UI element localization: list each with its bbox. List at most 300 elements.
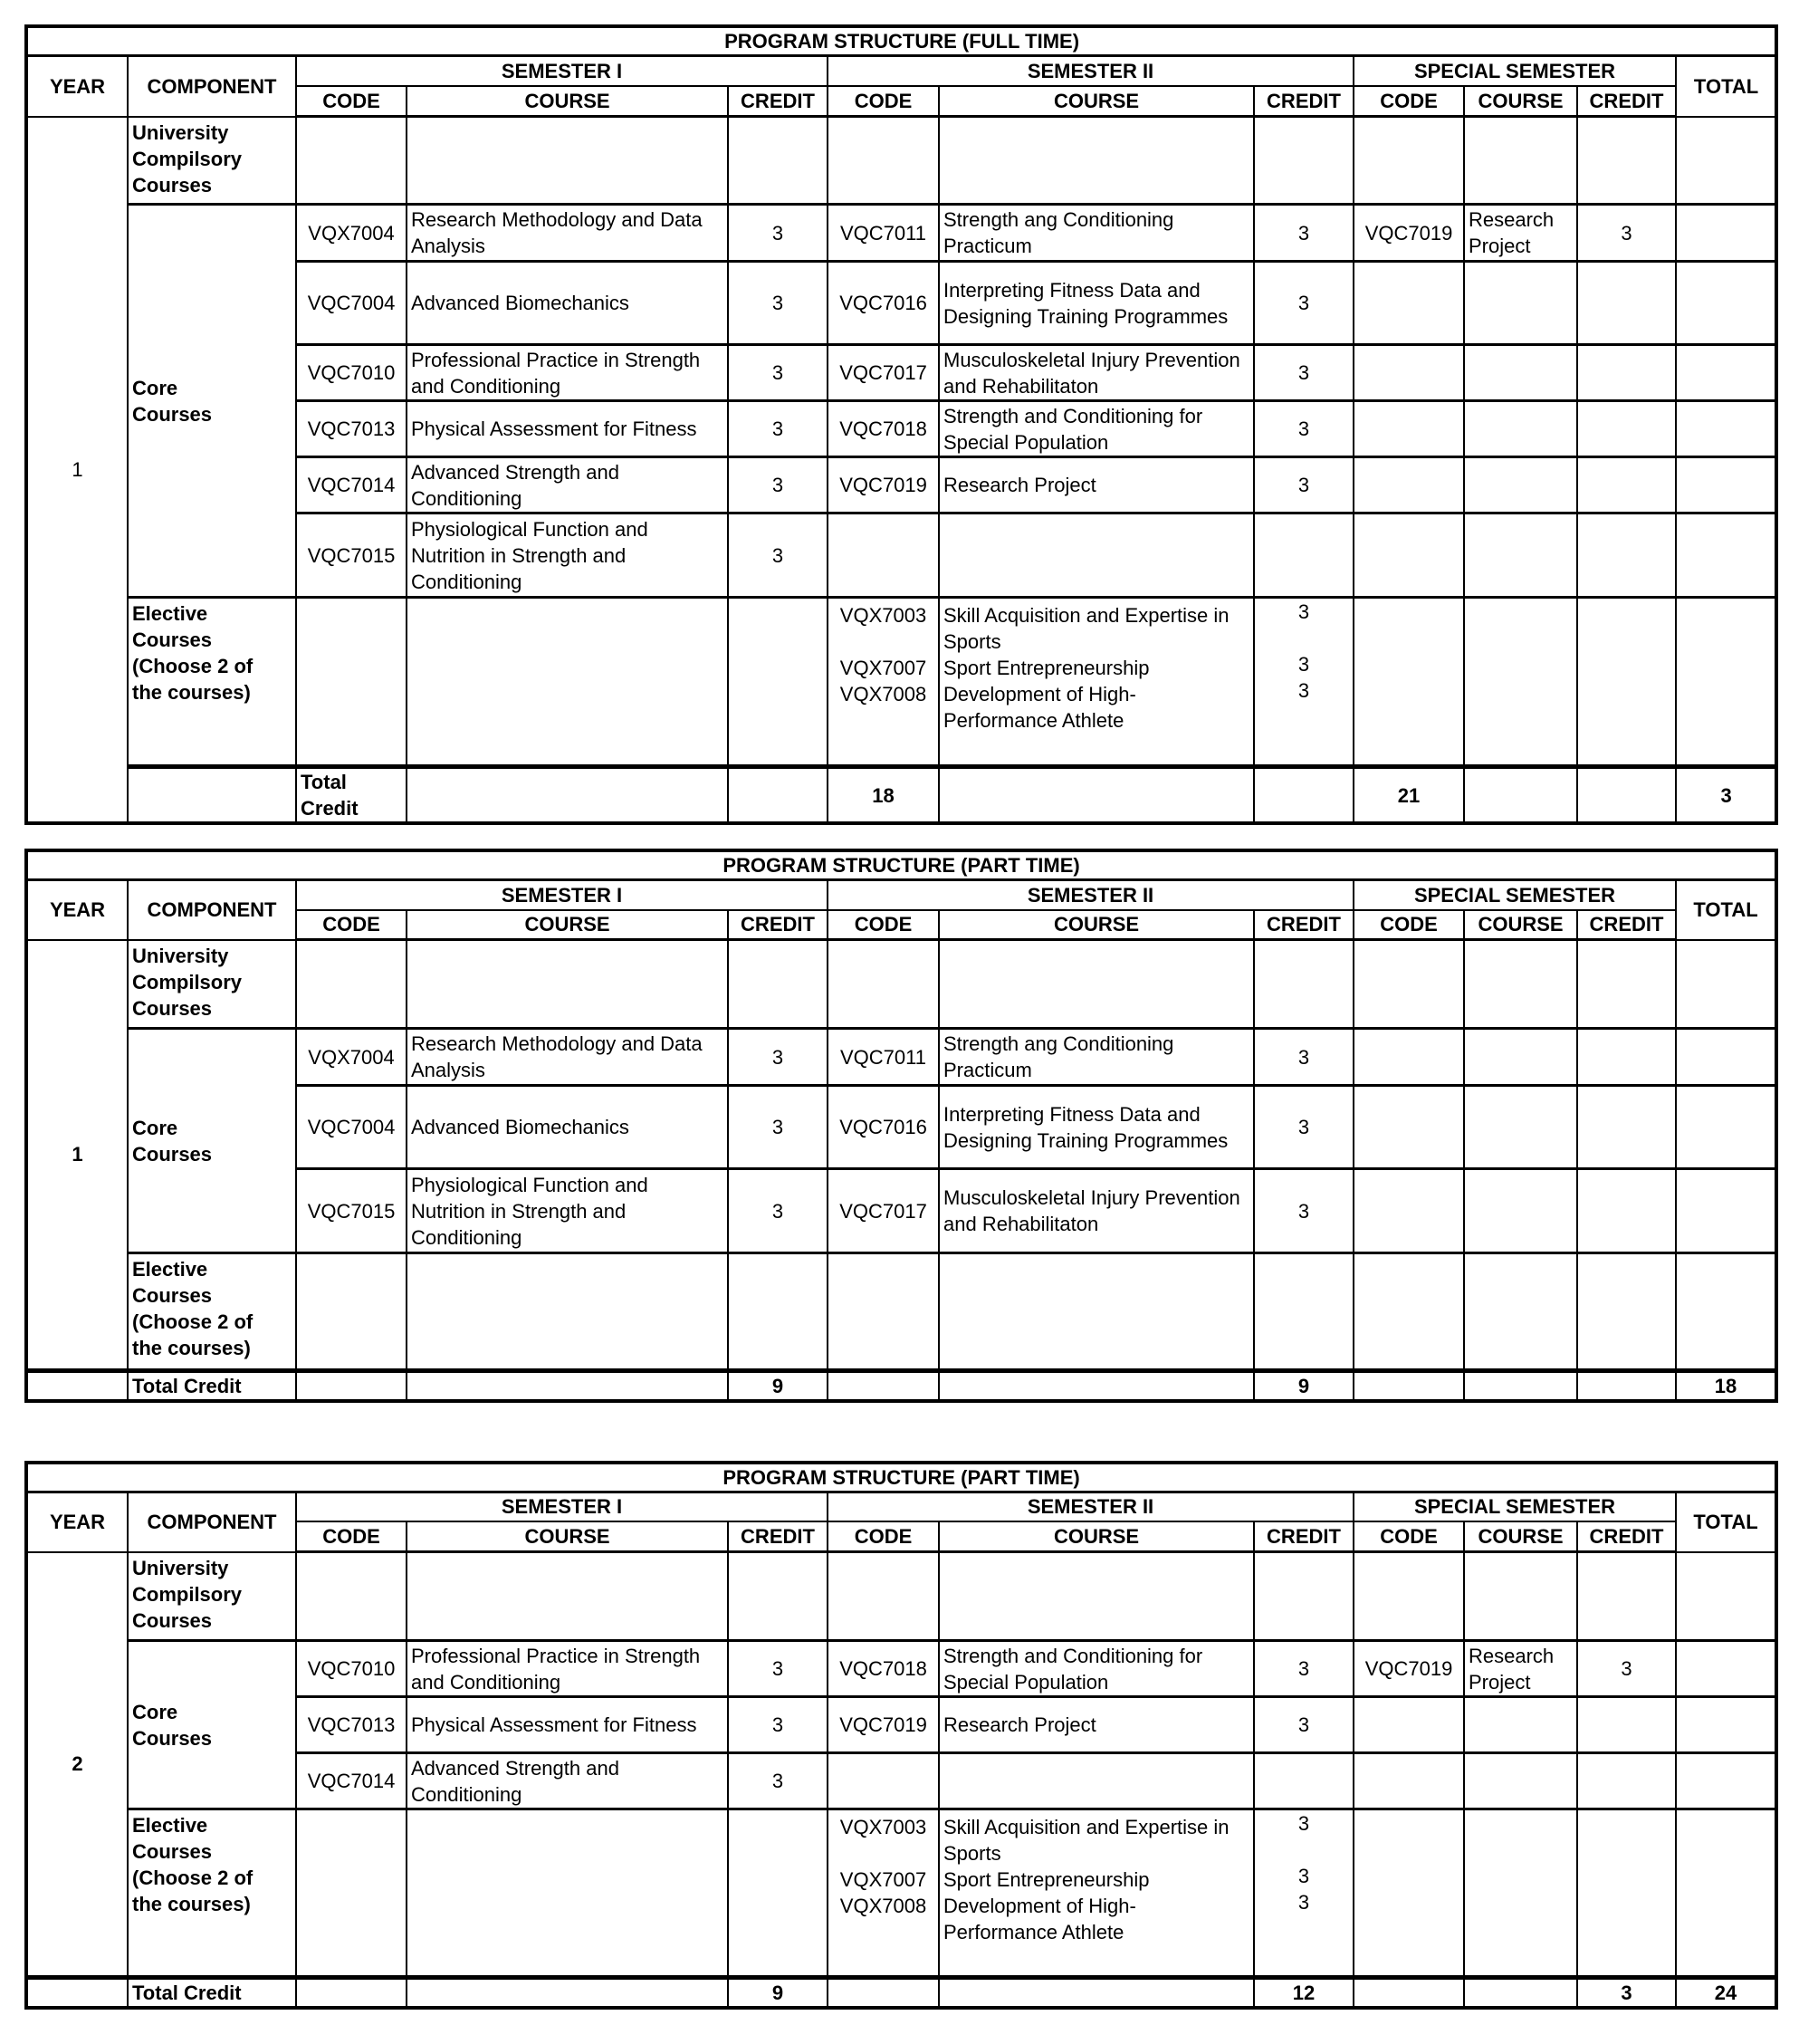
empty-cell: [1254, 767, 1354, 824]
elective-credit: 3: [1297, 600, 1310, 623]
empty-cell: [1464, 1253, 1577, 1371]
empty-cell: [296, 598, 407, 767]
empty-cell: [1577, 262, 1676, 345]
empty-cell: [1577, 1253, 1676, 1371]
empty-cell: [407, 1253, 728, 1371]
empty-cell: [1354, 1809, 1464, 1978]
total-credit-label: Total Credit: [296, 767, 407, 824]
empty-cell: [1464, 457, 1577, 513]
header-total: TOTAL: [1676, 1492, 1776, 1552]
elective-code: VQX7007: [839, 657, 927, 679]
empty-cell: [1354, 262, 1464, 345]
elective-credit: 3: [1297, 679, 1310, 702]
empty-cell: [1354, 1169, 1464, 1253]
empty-cell: [1676, 940, 1776, 1029]
s2-course: Research Project: [939, 1697, 1254, 1753]
table-row: [26, 205, 1776, 262]
empty-cell: [1577, 117, 1676, 205]
s1-course: Professional Practice in Strength and Conditioning: [407, 345, 728, 401]
header-total: TOTAL: [1676, 56, 1776, 117]
s1-course: Physiological Function and Nutrition in Strength and Conditioning: [407, 1169, 728, 1253]
header-s2-code: CODE: [828, 86, 939, 117]
component-core: [128, 205, 296, 598]
header-s1-credit: CREDIT: [728, 86, 828, 117]
empty-cell: [1676, 513, 1776, 598]
header-semester-1: SEMESTER I: [296, 56, 828, 86]
component-label: Courses: [132, 173, 213, 197]
empty-cell: [939, 1253, 1254, 1371]
component-label: Core: [132, 1116, 178, 1139]
header-ss-credit: CREDIT: [1577, 910, 1676, 940]
header-s2-credit: CREDIT: [1254, 86, 1354, 117]
year-cell: 1: [26, 117, 128, 824]
elective-code: VQX7008: [839, 1895, 927, 1917]
empty-cell: [1464, 940, 1577, 1029]
table-row-elective: [26, 1809, 1776, 1978]
empty-cell: [1464, 598, 1577, 767]
empty-cell: [407, 1978, 728, 2009]
header-s1-code: CODE: [296, 1521, 407, 1552]
header-year: YEAR: [26, 1492, 128, 1552]
header-s2-credit: CREDIT: [1254, 910, 1354, 940]
empty-cell: [407, 940, 728, 1029]
empty-cell: [407, 1371, 728, 1402]
empty-cell: [1577, 1697, 1676, 1753]
table-row-elective: [26, 1253, 1776, 1371]
empty-cell: [1577, 345, 1676, 401]
empty-cell: [828, 1371, 939, 1402]
component-label: Elective: [132, 1258, 208, 1281]
elective-code: VQX7008: [839, 683, 927, 705]
component-label: Courses: [132, 1840, 213, 1863]
ss-code: VQC7019: [1354, 205, 1464, 262]
s2-total: 21: [1354, 767, 1464, 824]
component-label: Courses: [132, 1726, 213, 1750]
s1-total: 9: [728, 1371, 828, 1402]
component-label: Courses: [132, 402, 213, 426]
component-label: Elective: [132, 602, 208, 625]
s1-code: VQC7004: [296, 1086, 407, 1169]
empty-cell: [1464, 1371, 1577, 1402]
s1-course: Advanced Strength and Conditioning: [407, 1753, 728, 1809]
s1-code: VQC7010: [296, 345, 407, 401]
header-special-semester: SPECIAL SEMESTER: [1354, 880, 1676, 910]
empty-cell: [26, 1371, 128, 1402]
component-label: Compilsory: [132, 970, 243, 993]
empty-cell: [1676, 1086, 1776, 1169]
component-label: Elective: [132, 1814, 208, 1837]
component-label: University: [132, 120, 229, 144]
ss-total: 3: [1676, 767, 1776, 824]
empty-cell: [728, 767, 828, 824]
empty-cell: [828, 513, 939, 598]
empty-cell: [939, 1753, 1254, 1809]
empty-cell: [1464, 1029, 1577, 1086]
s1-course: Advanced Strength and Conditioning: [407, 457, 728, 513]
empty-cell: [1577, 1809, 1676, 1978]
empty-cell: [1577, 767, 1676, 824]
s2-course: Strength ang Conditioning Practicum: [939, 205, 1254, 262]
s2-course: Strength and Conditioning for Special Population: [939, 401, 1254, 457]
s1-course: Research Methodology and Data Analysis: [407, 1029, 728, 1086]
s2-credit: 3: [1254, 1169, 1354, 1253]
empty-cell: [407, 767, 728, 824]
empty-cell: [728, 1809, 828, 1978]
elective-codes: [828, 1809, 939, 1978]
empty-cell: [1354, 1552, 1464, 1641]
empty-cell: [1254, 117, 1354, 205]
s1-credit: 3: [728, 262, 828, 345]
header-special-semester: SPECIAL SEMESTER: [1354, 56, 1676, 86]
s2-credit: 3: [1254, 262, 1354, 345]
s1-course: Physical Assessment for Fitness: [407, 401, 728, 457]
s1-code: VQC7015: [296, 1169, 407, 1253]
empty-cell: [1464, 1169, 1577, 1253]
s1-course: Research Methodology and Data Analysis: [407, 205, 728, 262]
empty-cell: [1676, 1552, 1776, 1641]
s1-credit: 3: [728, 1753, 828, 1809]
s1-code: VQC7014: [296, 457, 407, 513]
empty-cell: [1676, 1029, 1776, 1086]
header-ss-credit: CREDIT: [1577, 86, 1676, 117]
component-label: the courses): [132, 1337, 251, 1359]
s2-code: VQC7019: [828, 1697, 939, 1753]
total-credit-row: [26, 767, 1776, 824]
s1-course: Physical Assessment for Fitness: [407, 1697, 728, 1753]
component-core: [128, 1029, 296, 1253]
component-label: (Choose 2 of: [132, 655, 254, 677]
s2-code: VQC7011: [828, 1029, 939, 1086]
s1-credit: 3: [728, 457, 828, 513]
s1-credit: 3: [728, 1029, 828, 1086]
header-ss-course: COURSE: [1464, 910, 1577, 940]
empty-cell: [1354, 1978, 1464, 2009]
s1-code: VQC7004: [296, 262, 407, 345]
s2-code: VQC7017: [828, 345, 939, 401]
ss-code: VQC7019: [1354, 1641, 1464, 1697]
header-ss-credit: CREDIT: [1577, 1521, 1676, 1552]
s2-credit: 3: [1254, 1086, 1354, 1169]
header-year: YEAR: [26, 880, 128, 940]
s1-code: VQC7013: [296, 401, 407, 457]
header-semester-2: SEMESTER II: [828, 56, 1354, 86]
empty-cell: [939, 513, 1254, 598]
header-s2-course: COURSE: [939, 910, 1254, 940]
component-label: Courses: [132, 1142, 213, 1166]
header-s1-code: CODE: [296, 86, 407, 117]
empty-cell: [407, 117, 728, 205]
s1-code: VQC7015: [296, 513, 407, 598]
empty-cell: [1354, 1697, 1464, 1753]
elective-course: Development of High-Performance Athlete: [943, 683, 1136, 732]
empty-cell: [939, 767, 1254, 824]
ss-credit: 3: [1577, 205, 1676, 262]
empty-cell: [1354, 117, 1464, 205]
elective-course: Skill Acquisition and Expertise in Sports: [943, 604, 1230, 653]
elective-code: VQX7003: [839, 1816, 927, 1838]
empty-cell: [939, 940, 1254, 1029]
elective-course: Sport Entrepreneurship: [943, 1868, 1150, 1891]
s1-total: 18: [828, 767, 939, 824]
s2-code: VQC7017: [828, 1169, 939, 1253]
empty-cell: [1577, 1552, 1676, 1641]
program-structure-part-time-year1-table: [24, 849, 1778, 1403]
component-university-compulsory: [128, 940, 296, 1029]
component-elective: [128, 598, 296, 767]
table-row-elective: [26, 598, 1776, 767]
empty-cell: [296, 117, 407, 205]
s1-course: Advanced Biomechanics: [407, 262, 728, 345]
header-s1-credit: CREDIT: [728, 910, 828, 940]
s2-total: 12: [1254, 1978, 1354, 2009]
s1-code: VQC7010: [296, 1641, 407, 1697]
empty-cell: [1464, 1552, 1577, 1641]
empty-cell: [939, 1978, 1254, 2009]
empty-cell: [1464, 117, 1577, 205]
empty-cell: [1676, 457, 1776, 513]
empty-cell: [296, 1978, 407, 2009]
elective-code: VQX7007: [839, 1868, 927, 1891]
table-title: PROGRAM STRUCTURE (FULL TIME): [26, 26, 1776, 56]
empty-cell: [1354, 457, 1464, 513]
s1-credit: 3: [728, 205, 828, 262]
ss-total: [1577, 1371, 1676, 1402]
component-label: Compilsory: [132, 147, 243, 170]
component-label: Courses: [132, 1284, 213, 1307]
empty-cell: [728, 117, 828, 205]
empty-cell: [1676, 1697, 1776, 1753]
elective-credits: [1254, 1809, 1354, 1978]
s1-credit: 3: [728, 1697, 828, 1753]
empty-cell: [828, 1552, 939, 1641]
empty-cell: [1676, 117, 1776, 205]
empty-cell: [939, 1552, 1254, 1641]
total-credit-row: [26, 1371, 1776, 1402]
s1-credit: 3: [728, 1641, 828, 1697]
header-semester-2: SEMESTER II: [828, 880, 1354, 910]
s2-course: Research Project: [939, 457, 1254, 513]
empty-cell: [1354, 1253, 1464, 1371]
s1-credit: 3: [728, 1086, 828, 1169]
empty-cell: [1354, 401, 1464, 457]
empty-cell: [1464, 1753, 1577, 1809]
component-university-compulsory: [128, 117, 296, 205]
component-label: Courses: [132, 1608, 213, 1632]
empty-cell: [1676, 401, 1776, 457]
total-credit-row: [26, 1978, 1776, 2009]
header-semester-1: SEMESTER I: [296, 1492, 828, 1521]
s1-course: Professional Practice in Strength and Conditioning: [407, 1641, 728, 1697]
s1-total: 9: [728, 1978, 828, 2009]
header-s1-course: COURSE: [407, 910, 728, 940]
component-label: University: [132, 1556, 229, 1579]
empty-cell: [1676, 1169, 1776, 1253]
s2-code: VQC7019: [828, 457, 939, 513]
component-elective: [128, 1809, 296, 1978]
component-label: Courses: [132, 629, 213, 651]
component-label: Core: [132, 1700, 178, 1723]
s2-credit: 3: [1254, 205, 1354, 262]
empty-cell: [26, 1978, 128, 2009]
empty-cell: [407, 1809, 728, 1978]
s2-course: Interpreting Fitness Data and Designing Training Programmes: [939, 1086, 1254, 1169]
year-cell: 2: [26, 1552, 128, 1978]
s1-credit: 3: [728, 401, 828, 457]
empty-cell: [1577, 1753, 1676, 1809]
header-s1-course: COURSE: [407, 86, 728, 117]
empty-cell: [1354, 1371, 1464, 1402]
table-title: PROGRAM STRUCTURE (PART TIME): [26, 850, 1776, 880]
elective-credit: 3: [1297, 1891, 1310, 1914]
header-ss-course: COURSE: [1464, 1521, 1577, 1552]
empty-cell: [1464, 1086, 1577, 1169]
s2-course: Interpreting Fitness Data and Designing Training Programmes: [939, 262, 1254, 345]
component-label: Compilsory: [132, 1582, 243, 1606]
header-s2-course: COURSE: [939, 86, 1254, 117]
empty-cell: [1577, 1086, 1676, 1169]
component-label: the courses): [132, 1893, 251, 1915]
empty-cell: [728, 940, 828, 1029]
component-label: (Choose 2 of: [132, 1310, 254, 1333]
header-s2-course: COURSE: [939, 1521, 1254, 1552]
header-s2-credit: CREDIT: [1254, 1521, 1354, 1552]
empty-cell: [1676, 1809, 1776, 1978]
s1-credit: 3: [728, 1169, 828, 1253]
header-ss-code: CODE: [1354, 910, 1464, 940]
empty-cell: [828, 117, 939, 205]
grand-total: 24: [1676, 1978, 1776, 2009]
elective-codes: [828, 598, 939, 767]
empty-cell: [828, 1253, 939, 1371]
table-row: [26, 1641, 1776, 1697]
s2-credit: 3: [1254, 1641, 1354, 1697]
ss-total: 3: [1577, 1978, 1676, 2009]
total-credit-label: Total Credit: [128, 1978, 296, 2009]
s1-course: Physiological Function and Nutrition in Strength and Conditioning: [407, 513, 728, 598]
empty-cell: [1464, 1809, 1577, 1978]
empty-cell: [1254, 1753, 1354, 1809]
header-component: COMPONENT: [128, 1492, 296, 1552]
component-label: Courses: [132, 996, 213, 1020]
empty-cell: [939, 1371, 1254, 1402]
s1-code: VQX7004: [296, 205, 407, 262]
empty-cell: [296, 1809, 407, 1978]
total-cell: [1676, 1641, 1776, 1697]
empty-cell: [1464, 345, 1577, 401]
empty-cell: [1577, 940, 1676, 1029]
elective-course: Skill Acquisition and Expertise in Sports: [943, 1816, 1230, 1865]
empty-cell: [1577, 598, 1676, 767]
empty-cell: [1354, 940, 1464, 1029]
empty-cell: [1577, 401, 1676, 457]
s2-code: VQC7018: [828, 1641, 939, 1697]
s2-code: VQC7016: [828, 1086, 939, 1169]
elective-credits: [1254, 598, 1354, 767]
empty-cell: [828, 1978, 939, 2009]
header-component: COMPONENT: [128, 880, 296, 940]
empty-cell: [1676, 1753, 1776, 1809]
s2-course: Musculoskeletal Injury Prevention and Rehabilitaton: [939, 1169, 1254, 1253]
empty-cell: [296, 1552, 407, 1641]
header-ss-code: CODE: [1354, 1521, 1464, 1552]
empty-cell: [828, 1753, 939, 1809]
elective-course: Development of High-Performance Athlete: [943, 1895, 1136, 1943]
empty-cell: [1354, 1086, 1464, 1169]
empty-cell: [728, 1253, 828, 1371]
component-label: University: [132, 944, 229, 967]
empty-cell: [1676, 262, 1776, 345]
elective-credit: 3: [1297, 1812, 1310, 1835]
empty-cell: [1676, 598, 1776, 767]
s1-credit: 3: [728, 345, 828, 401]
empty-cell: [1254, 1253, 1354, 1371]
header-ss-course: COURSE: [1464, 86, 1577, 117]
empty-cell: [1254, 1552, 1354, 1641]
elective-credit: 3: [1297, 1865, 1310, 1887]
empty-cell: [1577, 1029, 1676, 1086]
ss-course: Research Project: [1464, 205, 1577, 262]
year-cell: 1: [26, 940, 128, 1371]
empty-cell: [1354, 598, 1464, 767]
elective-course: Sport Entrepreneurship: [943, 657, 1150, 679]
table-title: PROGRAM STRUCTURE (PART TIME): [26, 1463, 1776, 1492]
empty-cell: [296, 1253, 407, 1371]
empty-cell: [1464, 401, 1577, 457]
s2-course: Strength ang Conditioning Practicum: [939, 1029, 1254, 1086]
s2-credit: 3: [1254, 345, 1354, 401]
empty-cell: [1254, 940, 1354, 1029]
empty-cell: [128, 767, 296, 824]
empty-cell: [1464, 767, 1577, 824]
empty-cell: [1577, 457, 1676, 513]
elective-code: VQX7003: [839, 604, 927, 627]
component-core: [128, 1641, 296, 1809]
empty-cell: [1464, 1697, 1577, 1753]
elective-courses: [939, 1809, 1254, 1978]
header-s2-code: CODE: [828, 910, 939, 940]
empty-cell: [1577, 1169, 1676, 1253]
header-semester-2: SEMESTER II: [828, 1492, 1354, 1521]
empty-cell: [407, 1552, 728, 1641]
s2-code: VQC7011: [828, 205, 939, 262]
empty-cell: [1464, 262, 1577, 345]
grand-total: 18: [1676, 1371, 1776, 1402]
s1-credit: 3: [728, 513, 828, 598]
s2-course: Strength and Conditioning for Special Population: [939, 1641, 1254, 1697]
elective-courses: [939, 598, 1254, 767]
ss-course: Research Project: [1464, 1641, 1577, 1697]
header-component: COMPONENT: [128, 56, 296, 117]
total-cell: [1676, 205, 1776, 262]
component-label: the courses): [132, 681, 251, 704]
header-s1-code: CODE: [296, 910, 407, 940]
s1-code: VQC7014: [296, 1753, 407, 1809]
total-credit-label: Total Credit: [128, 1371, 296, 1402]
empty-cell: [728, 1552, 828, 1641]
header-semester-1: SEMESTER I: [296, 880, 828, 910]
component-university-compulsory: [128, 1552, 296, 1641]
program-structure-full-time-table: [24, 24, 1778, 825]
header-special-semester: SPECIAL SEMESTER: [1354, 1492, 1676, 1521]
empty-cell: [1464, 513, 1577, 598]
ss-credit: 3: [1577, 1641, 1676, 1697]
empty-cell: [296, 940, 407, 1029]
header-ss-code: CODE: [1354, 86, 1464, 117]
header-total: TOTAL: [1676, 880, 1776, 940]
empty-cell: [728, 598, 828, 767]
s2-credit: 3: [1254, 457, 1354, 513]
empty-cell: [1676, 1253, 1776, 1371]
